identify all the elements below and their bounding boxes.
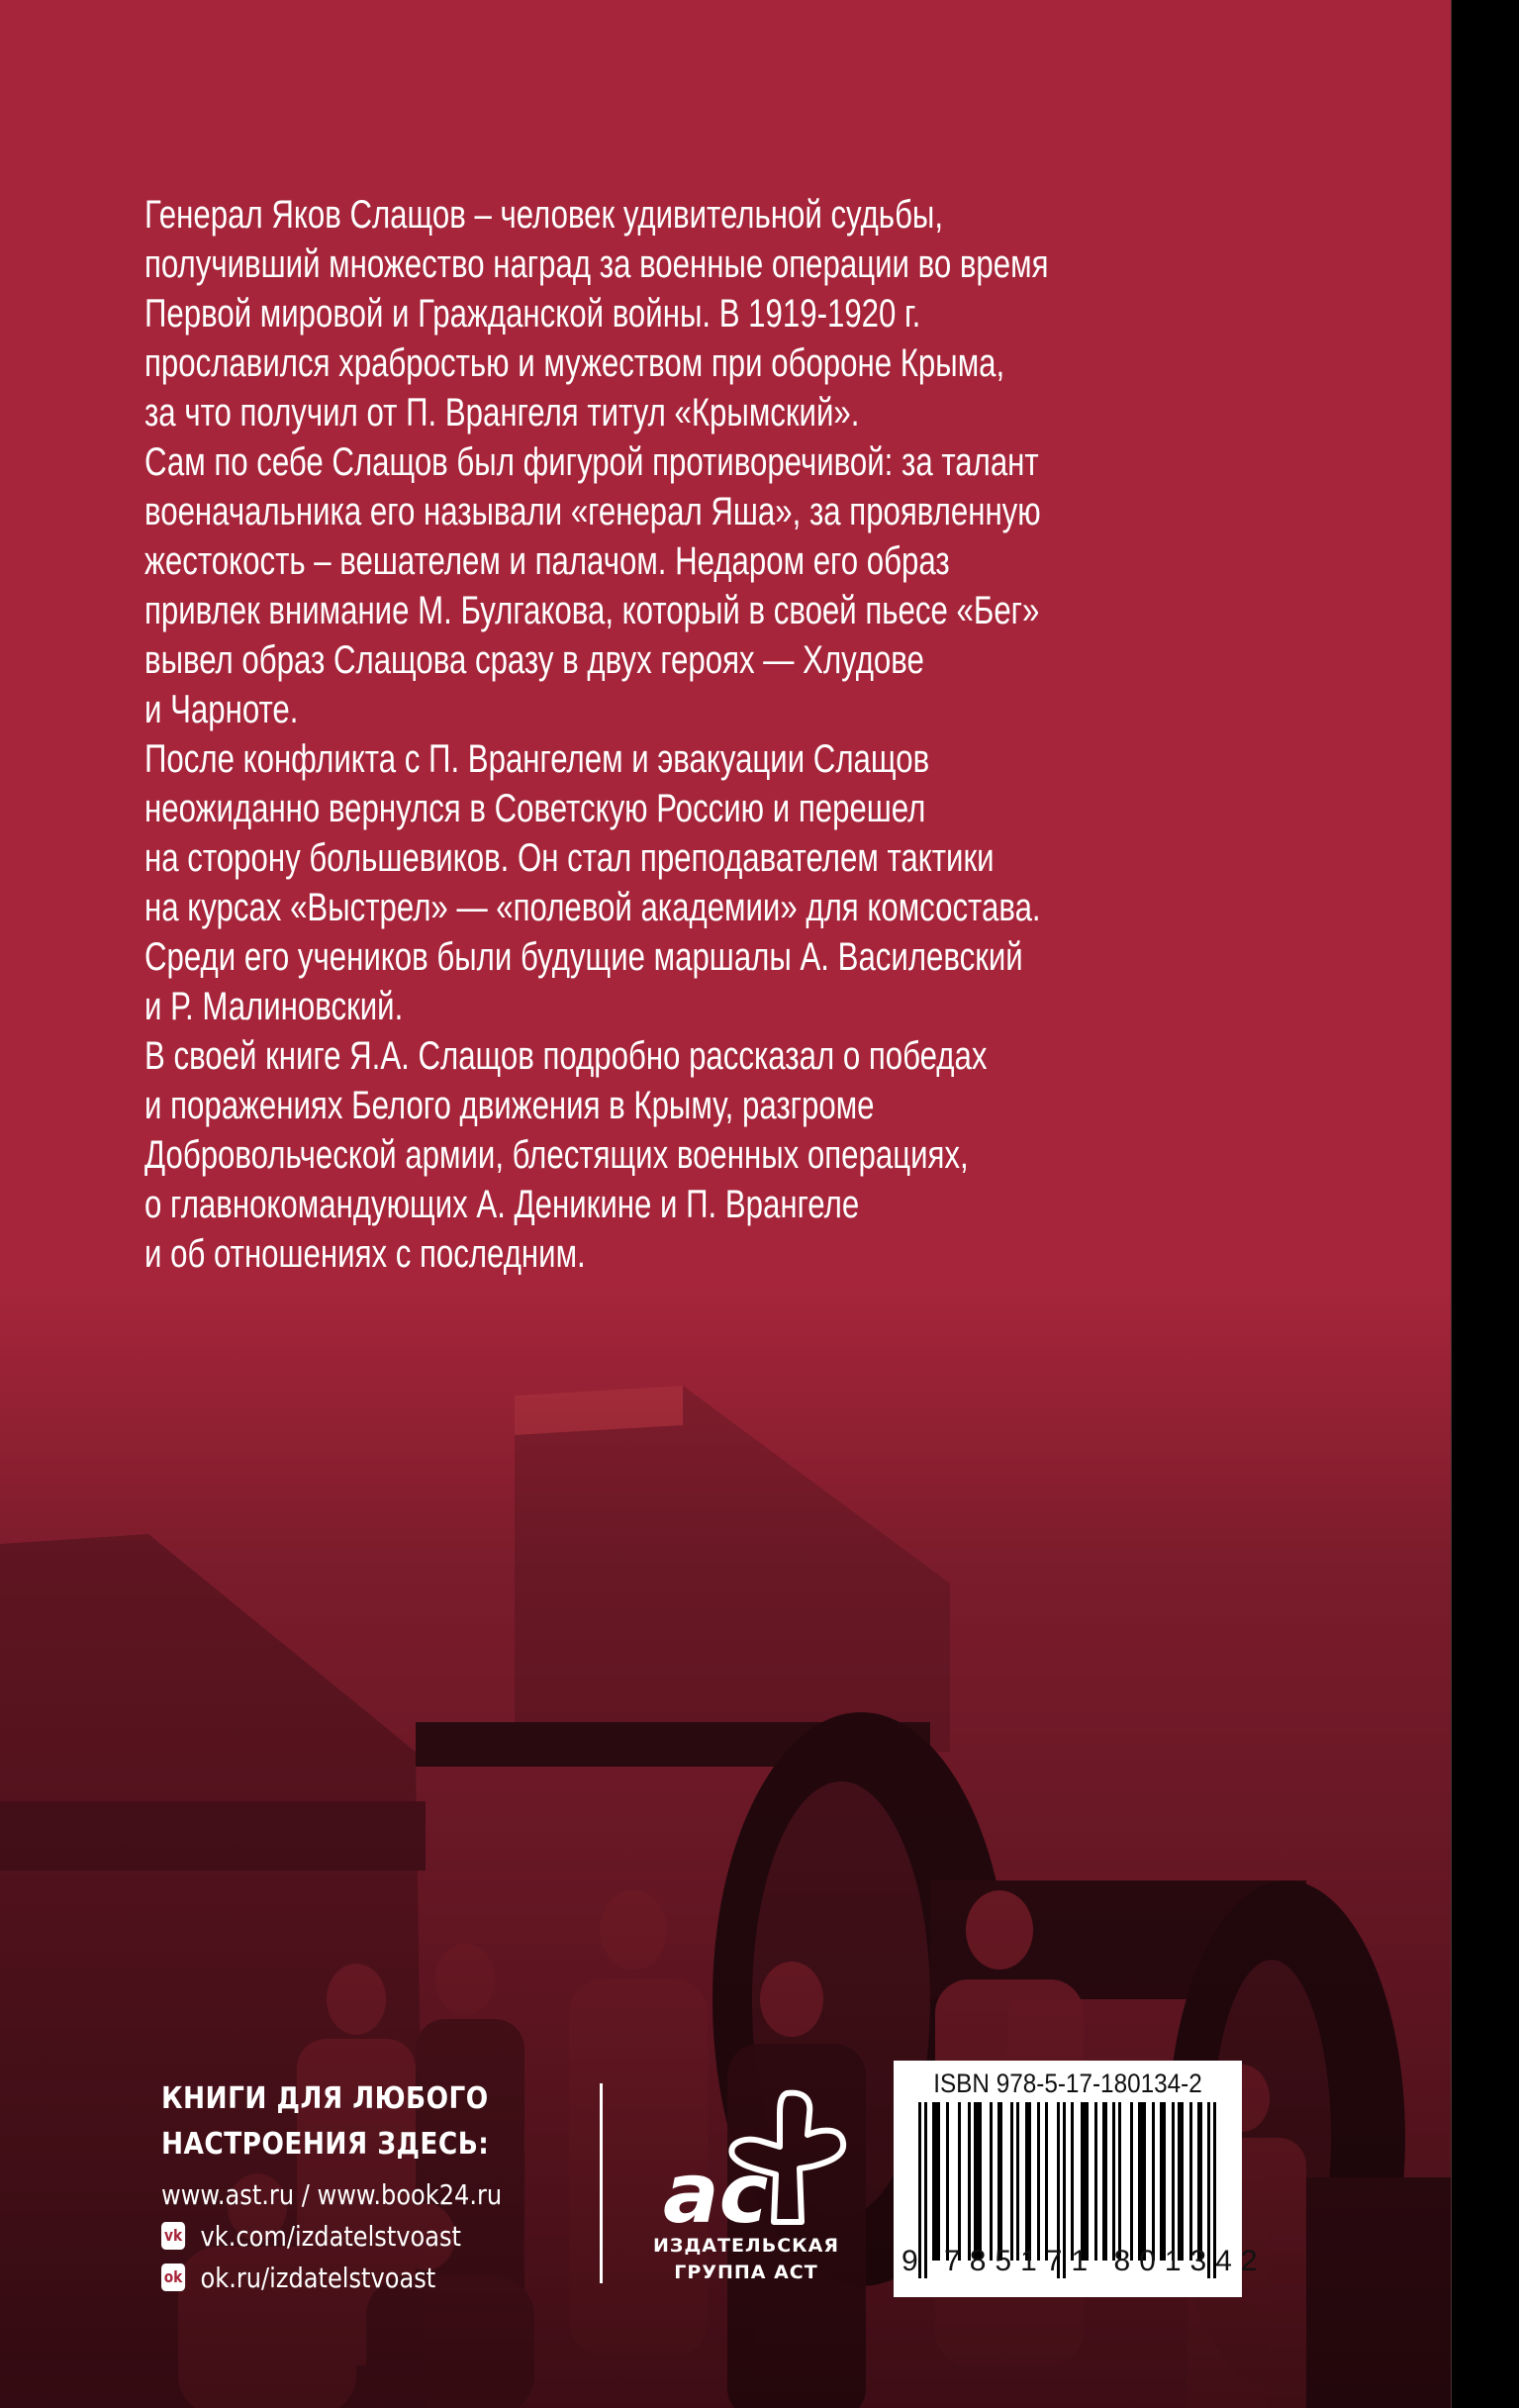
barcode-digits: 9 785171 801342: [902, 2245, 1267, 2277]
logo-caption-line-1: ИЗДАТЕЛЬСКАЯ: [652, 2235, 840, 2257]
vk-link-text[interactable]: vk.com/izdatelstvoast: [200, 2219, 461, 2253]
synopsis-text: [144, 190, 1148, 1279]
synopsis-line: и Р. Малиновский.: [144, 985, 404, 1028]
cover-edge: [1451, 0, 1519, 2408]
ast-logo-caption: [647, 2233, 845, 2286]
vertical-divider: [600, 2083, 603, 2283]
ast-logo-mark: ас: [663, 2145, 769, 2232]
synopsis-line: Первой мировой и Гражданской войны. В 1919-1920 г.: [144, 292, 921, 336]
synopsis-line: В своей книге Я.А. Слащов подробно рассказал о победах: [144, 1034, 988, 1078]
synopsis-line: неожиданно вернулся в Советскую Россию и перешел: [144, 787, 926, 830]
publisher-info: [161, 2076, 557, 2298]
synopsis-line: на курсах «Выстрел» — «полевой академии» для комсостава.: [144, 886, 1041, 929]
synopsis-line: о главнокомандующих А. Деникине и П. Врангеле: [144, 1183, 860, 1226]
synopsis-line: за что получил от П. Врангеля титул «Крымский».: [144, 391, 860, 434]
ok-link-text[interactable]: ok.ru/izdatelstvoast: [200, 2261, 436, 2294]
synopsis-line: и поражениях Белого движения в Крыму, разгроме: [144, 1084, 875, 1127]
synopsis-line: и Чарноте.: [144, 688, 299, 731]
website-links[interactable]: www.ast.ru / www.book24.ru: [161, 2177, 503, 2211]
isbn-label: ISBN 978-5-17-180134-2: [933, 2069, 1202, 2098]
synopsis-line: военачальника его называли «генерал Яша», за проявленную: [144, 490, 1041, 533]
synopsis-line: вывел образ Слащова сразу в двух героях — Хлудове: [144, 638, 924, 682]
synopsis-line: После конфликта с П. Врангелем и эвакуации Слащов: [144, 737, 930, 781]
synopsis-line: Среди его учеников были будущие маршалы А. Василевский: [144, 935, 1023, 979]
synopsis-line: привлек внимание М. Булгакова, который в своей пьесе «Бег»: [144, 589, 1040, 632]
publisher-headline-1: КНИГИ ДЛЯ ЛЮБОГО: [161, 2081, 489, 2116]
synopsis-line: прославился храбростью и мужеством при обороне Крыма,: [144, 341, 1005, 385]
synopsis-line: на сторону большевиков. Он стал преподавателем тактики: [144, 836, 995, 880]
ok-link[interactable]: [161, 2257, 502, 2298]
logo-caption-line-2: ГРУППА АСТ: [674, 2262, 818, 2283]
synopsis-line: жестокость – вешателем и палачом. Недаром его образ: [144, 539, 950, 583]
synopsis-line: получивший множество наград за военные операции во время: [144, 242, 1049, 286]
vk-icon: vk: [161, 2222, 185, 2250]
synopsis-line: и об отношениях с последним.: [144, 1232, 586, 1276]
isbn-barcode: [894, 2061, 1267, 2297]
odnoklassniki-icon: ok: [161, 2264, 185, 2291]
ast-logo-icon: [653, 2083, 851, 2232]
synopsis-line: Сам по себе Слащов был фигурой противоречивой: за талант: [144, 440, 1039, 484]
synopsis-line: Добровольческой армии, блестящих военных операциях,: [144, 1133, 969, 1177]
vk-link[interactable]: [161, 2215, 502, 2257]
synopsis-line: Генерал Яков Слащов – человек удивительной судьбы,: [144, 193, 944, 237]
publisher-headline-2: НАСТРОЕНИЯ ЗДЕСЬ:: [161, 2127, 490, 2162]
